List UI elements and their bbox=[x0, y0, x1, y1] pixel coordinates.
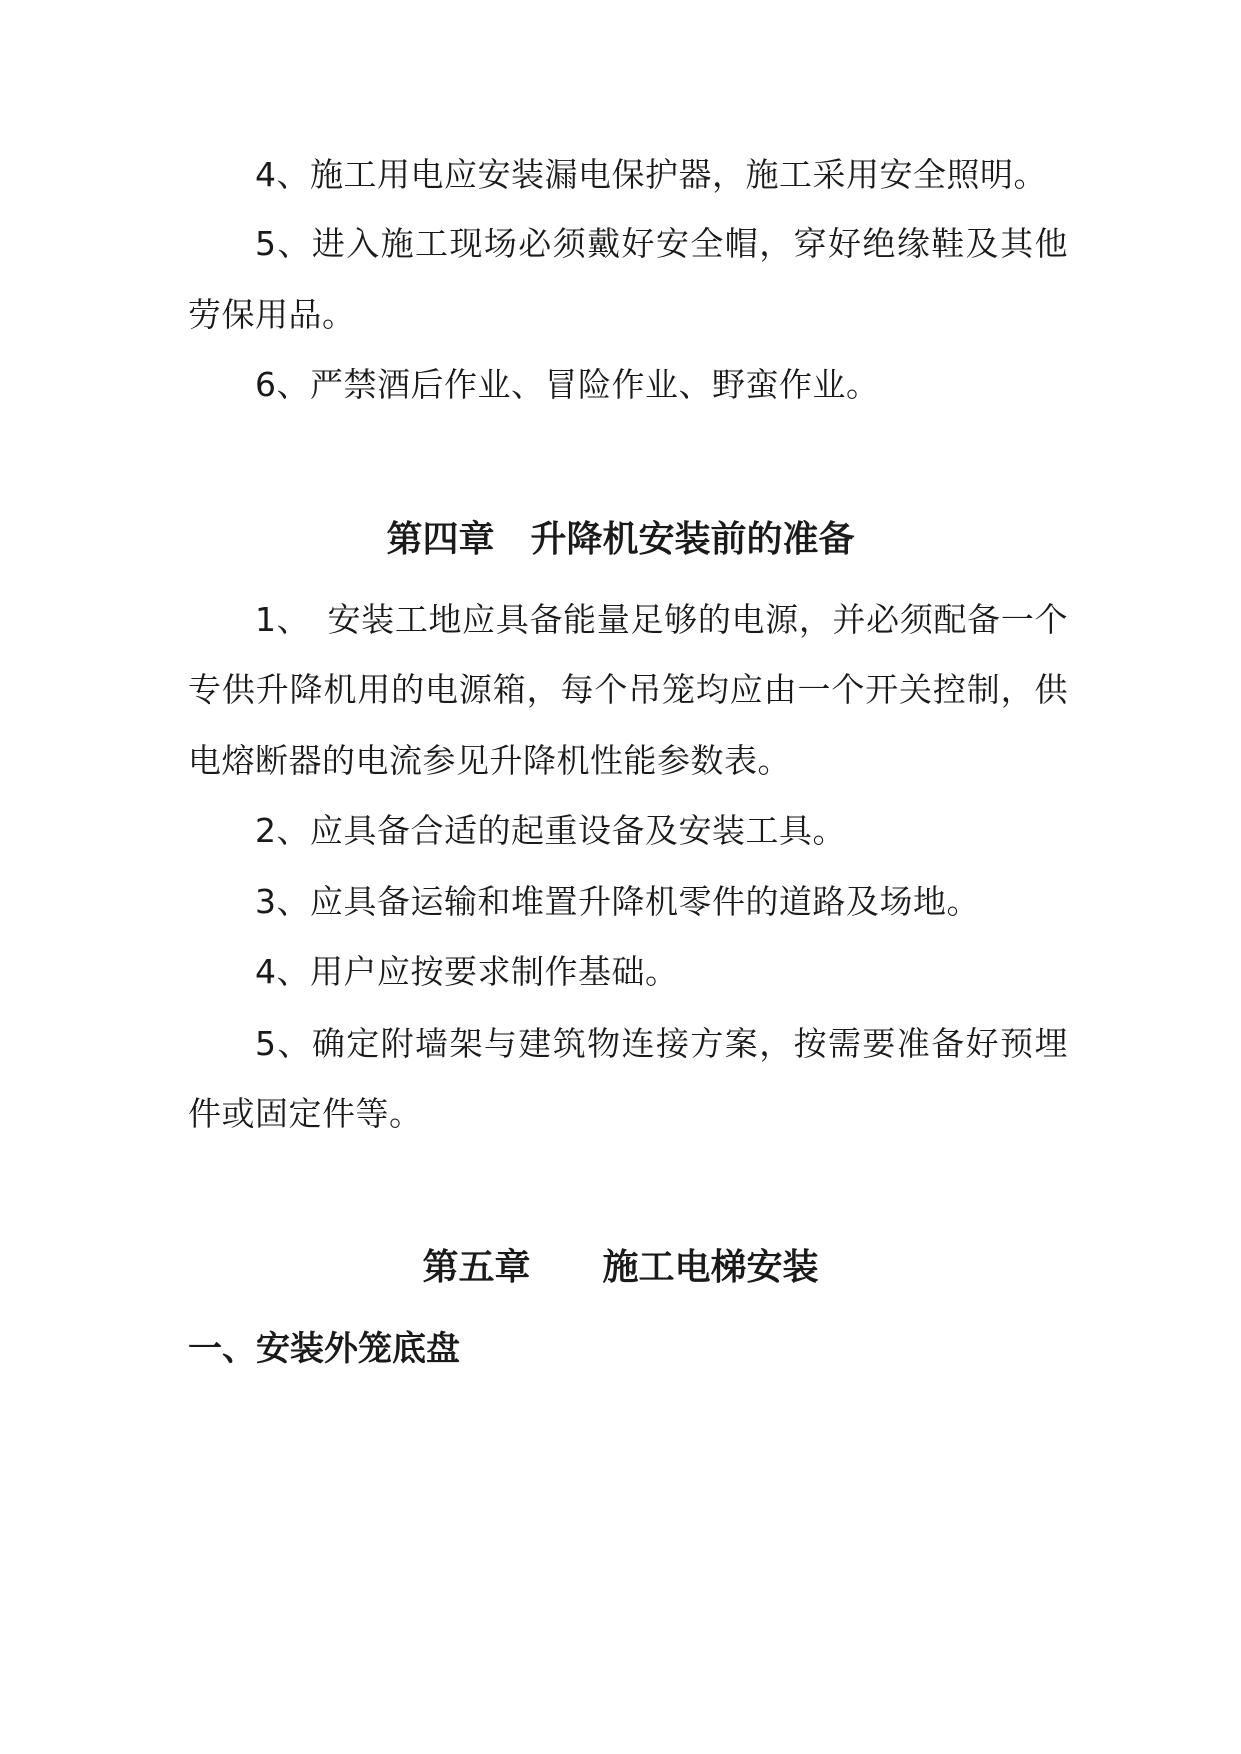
paragraph-line: 3、应具备运输和堆置升降机零件的道路及场地。 bbox=[255, 882, 980, 921]
paragraph-line: 1、 安装工地应具备能量足够的电源，并必须配备一个 bbox=[255, 600, 1068, 639]
paragraph-line: 5、确定附墙架与建筑物连接方案，按需要准备好预埋 bbox=[255, 1024, 1068, 1063]
paragraph-line: 4、用户应按要求制作基础。 bbox=[255, 952, 679, 991]
chapter-5-heading: 第五章 施工电梯安装 bbox=[422, 1247, 819, 1288]
paragraph-line: 专供升降机用的电源箱，每个吊笼均应由一个开关控制，供 bbox=[188, 670, 1068, 709]
paragraph-line: 6、严禁酒后作业、冒险作业、野蛮作业。 bbox=[255, 365, 880, 404]
paragraph-line: 电熔断器的电流参见升降机性能参数表。 bbox=[188, 741, 791, 780]
paragraph-line: 4、施工用电应安装漏电保护器，施工采用安全照明。 bbox=[255, 155, 1047, 194]
paragraph-line: 劳保用品。 bbox=[188, 295, 356, 334]
paragraph-line: 2、应具备合适的起重设备及安装工具。 bbox=[255, 811, 846, 850]
paragraph-line: 件或固定件等。 bbox=[188, 1094, 423, 1133]
paragraph-line: 5、进入施工现场必须戴好安全帽，穿好绝缘鞋及其他 bbox=[255, 224, 1068, 263]
chapter-4-heading: 第四章 升降机安装前的准备 bbox=[386, 519, 855, 560]
section-subheading: 一、安装外笼底盘 bbox=[188, 1329, 460, 1369]
